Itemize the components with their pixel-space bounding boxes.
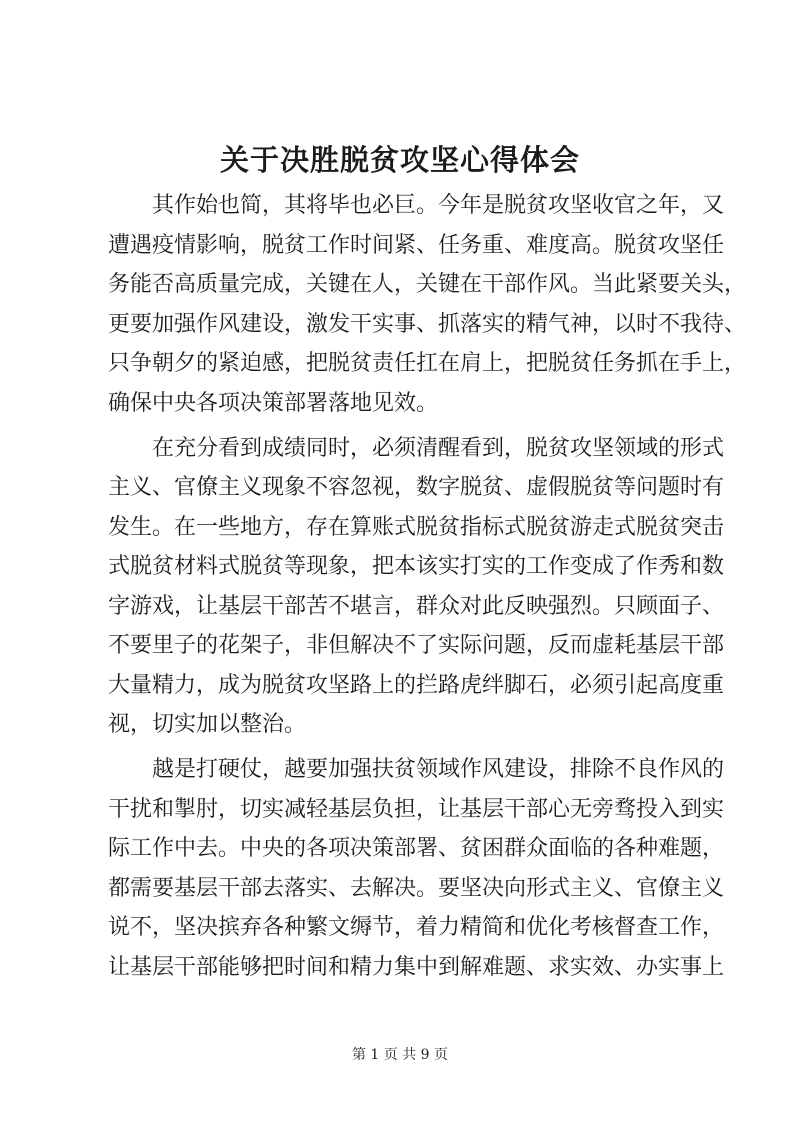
text-line: 字游戏，让基层干部苦不堪言，群众对此反映强烈。只顾面子、 — [108, 593, 725, 619]
text-line: 确保中央各项决策部署落地见效。 — [108, 390, 439, 416]
text-line: 越是打硬仗，越要加强扶贫领域作风建设，排除不良作风的 — [152, 757, 725, 782]
text-line: 不要里子的花架子，非但解决不了实际问题，反而虚耗基层干部 — [108, 633, 725, 658]
document-title: 关于决胜脱贫攻坚心得体会 — [219, 143, 580, 177]
text-line: 发生。在一些地方，存在算账式脱贫指标式脱贫游走式脱贫突击 — [108, 514, 725, 540]
text-line: 视，切实加以整治。 — [108, 712, 307, 737]
text-line: 更要加强作风建设，激发干实事、抓落实的精气神，以时不我待、 — [108, 311, 747, 337]
text-line: 其作始也简，其将毕也必巨。今年是脱贫攻坚收官之年，又 — [152, 193, 725, 218]
text-line: 在充分看到成绩同时，必须清醒看到，脱贫攻坚领域的形式 — [152, 435, 725, 461]
text-line: 务能否高质量完成，关键在人，关键在干部作风。当此紧要关头， — [108, 272, 747, 297]
text-line: 际工作中去。中央的各项决策部署、贫困群众面临的各种难题， — [108, 836, 725, 861]
text-line: 主义、官僚主义现象不容忽视，数字脱贫、虚假脱贫等问题时有 — [108, 475, 725, 500]
text-line: 说不，坚决摈弃各种繁文缛节，着力精简和优化考核督查工作， — [108, 915, 725, 940]
text-line: 都需要基层干部去落实、去解决。要坚决向形式主义、官僚主义 — [108, 875, 725, 901]
paragraph — [108, 750, 725, 987]
page-footer: 第 1 页 共 9 页 — [351, 1047, 449, 1063]
text-line: 式脱贫材料式脱贫等现象，把本该实打实的工作变成了作秀和数 — [108, 554, 725, 579]
text-line: 遭遇疫情影响，脱贫工作时间紧、任务重、难度高。脱贫攻坚任 — [108, 232, 725, 258]
text-line: 只争朝夕的紧迫感，把脱贫责任扛在肩上，把脱贫任务抓在手上， — [108, 351, 747, 376]
paragraph — [108, 186, 747, 423]
text-line: 干扰和掣肘，切实减轻基层负担，让基层干部心无旁骛投入到实 — [108, 796, 725, 822]
paragraph — [108, 429, 725, 745]
text-line: 大量精力，成为脱贫攻坚路上的拦路虎绊脚石，必须引起高度重 — [108, 672, 725, 698]
text-line: 让基层干部能够把时间和精力集中到解难题、求实效、办实事上 — [108, 954, 725, 980]
document-body — [108, 186, 747, 987]
